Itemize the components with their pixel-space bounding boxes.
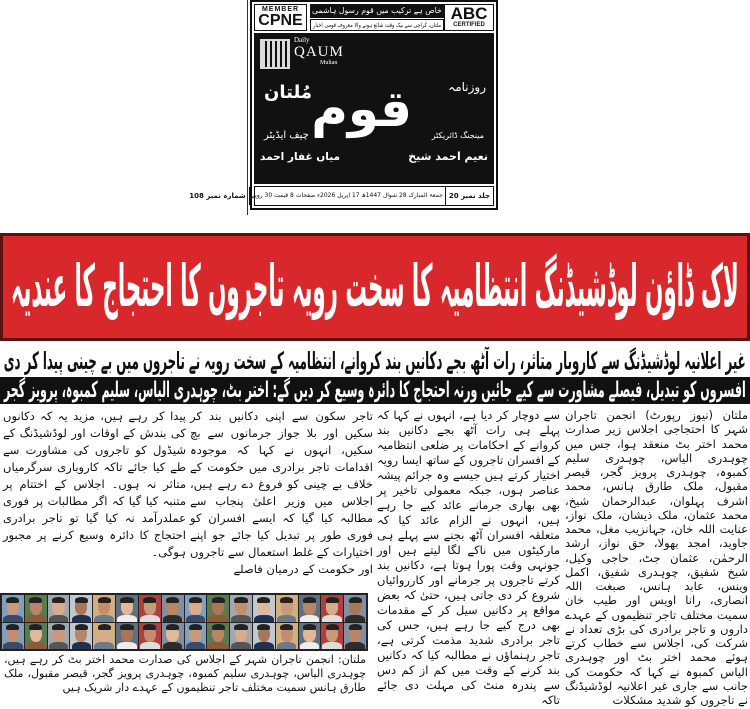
participant-shirt bbox=[186, 642, 206, 649]
abc-label: ABC bbox=[450, 4, 488, 23]
participant-photo bbox=[116, 623, 138, 650]
participant-hair bbox=[120, 624, 133, 630]
participant-photo bbox=[276, 623, 298, 650]
participant-photo bbox=[230, 623, 252, 650]
participant-hair bbox=[75, 597, 88, 603]
participant-photo bbox=[253, 623, 275, 650]
participant-hair bbox=[189, 597, 202, 603]
participant-photo bbox=[207, 623, 229, 650]
tagline-text: ملتان، کراچی سے بیک وقت شائع ہونے والا معروف قومی اخبار bbox=[313, 22, 441, 29]
masthead bbox=[189, 0, 498, 210]
participant-hair bbox=[98, 624, 111, 630]
participant-shirt bbox=[254, 615, 274, 622]
masthead-panel bbox=[254, 33, 494, 184]
participant-shirt bbox=[300, 615, 320, 622]
subheadline-1-text: غیر اعلانیہ لوڈشیڈنگ سے کاروبار متاثر، رات آٹھ بجے دکانیں بند کروانے، انتظامیہ کے سخت رویہ نے تاجروں میں بے چینی پیدا کر دی bbox=[4, 347, 746, 375]
article-column-1: ملتان (نیوز رپورٹ) انجمن تاجران شہر کا احتجاجی اجلاس زیر صدارت محمد اختر بٹ منعقد ہوا، جس میں چوہدری الیاس، چوہدری سلیم کمبوہ، چوہدری پرویز گجر، قیصر مقبول، ملک طارق ہانس، محمد اشرف پہلوان، عبدالرحمان شیخ، محمد عثمان، ملک ذیشان، ملک نواز، عنایت اللہ خان، جہانزیب مغل، محمد جاوید، امجد بھولا، حق نواز، ارشد الرحمٰن، عثمان جٹ، حاجی وکیل، شیخ شفیق، چوہدری شفیق، اکمل وینس، عابد ہانس، صبغت اللہ انصاری، رانا اویس اور طیب خان سمیت مختلف تاجر تنظیموں کے عہدے داروں و تاجر برادری کی بڑی تعداد نے شرکت کی، اجلاس سے خطاب کرتے ہوئے محمد اختر بٹ اور چوہدری الیاس کمبوہ نے کہا کہ حکومت کی جانب سے جاری غیر اعلانیہ لوڈشیڈنگ نے تاجروں کو شدید مشکلات bbox=[565, 408, 748, 707]
article-column-2: سے دوچار کر دیا ہے، انہوں نے کہا کہ پہلے ہی رات آٹھ بجے دکانیں بند کروانے کے احکامات پر ضلعی انتظامیہ کے افسران تاجروں کے ساتھ ایسا رویہ اختیار کرتے ہیں جیسے وہ جرائم پیشہ عناصر ہوں، جبکہ معمولی تاخیر پر بھی بھاری جرمانے عائد کیے جا رہے ہیں، انہوں نے الزام عائد کیا کہ متعلقہ افسران آٹھ بجنے سے پہلے ہی مارکیٹوں میں ناکے لگا لیتے ہیں اور جونہی وقت پورا ہوتا ہے، دکانیں بند کرتے تاجروں پر جرمانے اور کارروائیاں شروع کر دی جاتی ہیں، حتیٰ کہ بعض مواقع پر دکانیں سیل کر کے مقدمات بھی درج کیے جا رہے ہیں، جس کی تاجر برادری شدید مذمت کرتی ہے، تاجر رہنماؤں نے مطالبہ کیا کہ دکانیں بند کرنے کے وقت میں کم از کم دس سے پندرہ منٹ کی مہلت دی جائے تاکہ bbox=[377, 408, 560, 707]
multan-english-label: Multan bbox=[320, 60, 338, 66]
participant-hair bbox=[212, 624, 225, 630]
participant-photo bbox=[70, 595, 92, 622]
participant-shirt bbox=[277, 615, 297, 622]
daily-label: Daily bbox=[294, 36, 310, 44]
managing-director-name: نعیم احمد شیخ bbox=[408, 150, 488, 163]
participant-shirt bbox=[345, 615, 365, 622]
date-line-box bbox=[250, 187, 445, 205]
participant-photo bbox=[93, 595, 115, 622]
participant-hair bbox=[29, 624, 42, 630]
participant-photo bbox=[344, 623, 366, 650]
participants-photo-collage bbox=[0, 593, 368, 651]
participant-photo bbox=[185, 623, 207, 650]
motto-text: خاص ہے ترکیب میں قوم رسول ہاشمی bbox=[312, 6, 442, 15]
article-column-3: تاجر سکون سے اپنی دکانیں بند کر سکیں اور بلا جواز جرمانوں سے بچ سکیں، انہوں نے کہا کہ موجودہ اقدامات تاجر برادری میں حکومت کے خلاف بے چینی کو فروغ دے رہے ہیں، اجلاس میں وزیر اعلیٰ پنجاب سے مطالبہ کیا گیا کہ ایسے افسران کو فوری طور پر تبدیل کیا جائے جو اپنے اختیارات کے غلط استعمال سے تاجروں اور حکومت کے درمیان فاصلے bbox=[190, 409, 373, 576]
participant-shirt bbox=[208, 642, 228, 649]
issue-bar bbox=[189, 186, 494, 206]
participant-shirt bbox=[277, 642, 297, 649]
participant-photo bbox=[276, 595, 298, 622]
participant-hair bbox=[280, 597, 293, 603]
participant-photo bbox=[25, 595, 47, 622]
participant-photo bbox=[344, 595, 366, 622]
participant-shirt bbox=[140, 615, 160, 622]
participant-photo bbox=[2, 623, 24, 650]
participant-shirt bbox=[322, 615, 342, 622]
issue-number: شمارہ نمبر 108 bbox=[186, 187, 249, 205]
chief-editor-name: میاں غفار احمد bbox=[260, 151, 340, 163]
participant-hair bbox=[212, 597, 225, 603]
participant-photo bbox=[230, 595, 252, 622]
subheadline-2-text: افسروں کو تبدیل، فیصلے مشاورت سے کیے جائیں ورنہ احتجاج کا دائرہ وسیع کر دیں گے: اختر بٹ، چوہدری الیاس، سلیم کمبوہ، پرویز گجر bbox=[4, 378, 746, 403]
participant-shirt bbox=[345, 642, 365, 649]
participant-photo bbox=[162, 595, 184, 622]
participant-shirt bbox=[3, 615, 23, 622]
participant-hair bbox=[52, 597, 65, 603]
headline: لاک ڈاؤن لوڈشیڈنگ انتظامیہ کا سخت رویہ تاجروں کا احتجاج کا عندیہ bbox=[11, 252, 739, 320]
participant-shirt bbox=[163, 615, 183, 622]
participant-hair bbox=[234, 597, 247, 603]
participant-shirt bbox=[3, 642, 23, 649]
participant-photo bbox=[139, 623, 161, 650]
participant-shirt bbox=[72, 615, 92, 622]
chief-editor-label: چیف ایڈیٹر bbox=[264, 130, 309, 141]
participant-hair bbox=[75, 624, 88, 630]
participant-photo bbox=[321, 595, 343, 622]
date-line: جمعۃ المبارک 28 شوال 1447ھ 17 اپریل 2026ء صفحات 8 قیمت 30 روپے bbox=[251, 192, 443, 199]
participant-hair bbox=[257, 597, 270, 603]
participant-shirt bbox=[140, 642, 160, 649]
participant-photo bbox=[48, 595, 70, 622]
certified-label: CERTIFIED bbox=[453, 22, 485, 28]
participant-photo bbox=[299, 623, 321, 650]
city-label: مُلتان bbox=[264, 82, 312, 103]
participant-hair bbox=[303, 597, 316, 603]
participant-photo bbox=[93, 623, 115, 650]
participant-shirt bbox=[254, 642, 274, 649]
participant-hair bbox=[143, 624, 156, 630]
tagline bbox=[310, 19, 444, 31]
participant-photo bbox=[162, 623, 184, 650]
participant-hair bbox=[29, 597, 42, 603]
participant-hair bbox=[6, 624, 19, 630]
participant-photo bbox=[48, 623, 70, 650]
participant-photo bbox=[70, 623, 92, 650]
qaum-english-label: QAUM bbox=[294, 44, 344, 60]
member-label: MEMBER bbox=[261, 6, 300, 13]
participant-hair bbox=[326, 624, 339, 630]
participant-shirt bbox=[49, 615, 69, 622]
participant-shirt bbox=[163, 642, 183, 649]
participant-shirt bbox=[94, 615, 114, 622]
participant-hair bbox=[6, 597, 19, 603]
participant-hair bbox=[189, 624, 202, 630]
participant-shirt bbox=[322, 642, 342, 649]
participant-photo bbox=[2, 595, 24, 622]
article-column-4: پیدا کر رہے ہیں، مزید یہ کہ دکانوں کی بندش کے اوقات اور لوڈشیڈنگ کے شیڈول کو تاجروں کی مشاورت سے طے کیا جائے تاکہ کاروباری سرگرمیاں متاثر نہ ہوں۔ اجلاس کے اختتام پر متنبہ کیا گیا کہ اگر مطالبات پر فوری عملدرآمد نہ کیا گیا تو تاجر برادری احتجاج کا دائرہ وسیع کرنے پر مجبور ہوگی۔ bbox=[3, 409, 186, 559]
participant-shirt bbox=[231, 642, 251, 649]
roznama-label: روزنامہ bbox=[448, 80, 486, 94]
participant-photo bbox=[116, 595, 138, 622]
participant-hair bbox=[98, 597, 111, 603]
participant-shirt bbox=[26, 642, 46, 649]
participant-hair bbox=[257, 624, 270, 630]
subheadline-2 bbox=[0, 377, 750, 404]
participant-hair bbox=[166, 597, 179, 603]
participant-photo bbox=[139, 595, 161, 622]
managing-director-label: مینجنگ ڈائریکٹر bbox=[431, 131, 484, 140]
participant-hair bbox=[120, 597, 133, 603]
participant-photo bbox=[25, 623, 47, 650]
participant-hair bbox=[280, 624, 293, 630]
qr-code-icon bbox=[260, 39, 290, 69]
participant-shirt bbox=[26, 615, 46, 622]
participant-shirt bbox=[72, 642, 92, 649]
participant-shirt bbox=[208, 615, 228, 622]
column-rule bbox=[247, 0, 248, 215]
motto bbox=[310, 4, 444, 18]
headline-banner bbox=[0, 233, 750, 341]
participant-hair bbox=[349, 624, 362, 630]
participant-hair bbox=[234, 624, 247, 630]
participant-photo bbox=[185, 595, 207, 622]
participant-photo bbox=[253, 595, 275, 622]
photo-caption: ملتان: انجمن تاجران شہر کے اجلاس کی صدارت محمد اختر بٹ کر رہے ہیں، چوہدری الیاس، چوہدری سلیم کمبوہ، چوہدری پرویز گجر، قیصر مقبول، ملک طارق ہانس سمیت مختلف تاجر تنظیموں کے عہدے دار شریک ہیں bbox=[4, 653, 366, 694]
participant-shirt bbox=[94, 642, 114, 649]
participant-shirt bbox=[231, 615, 251, 622]
participant-shirt bbox=[49, 642, 69, 649]
abc-badge bbox=[444, 4, 494, 31]
participant-shirt bbox=[186, 615, 206, 622]
participant-hair bbox=[52, 624, 65, 630]
participant-shirt bbox=[300, 642, 320, 649]
participant-hair bbox=[349, 597, 362, 603]
participant-hair bbox=[166, 624, 179, 630]
participant-photo bbox=[207, 595, 229, 622]
participant-hair bbox=[326, 597, 339, 603]
participant-photo bbox=[321, 623, 343, 650]
participant-shirt bbox=[117, 615, 137, 622]
qaum-logo: قوم bbox=[311, 80, 412, 138]
volume-number: جلد نمبر 20 bbox=[445, 187, 493, 205]
participant-hair bbox=[143, 597, 156, 603]
subheadline-1 bbox=[0, 345, 750, 377]
cpne-label: CPNE bbox=[258, 12, 303, 29]
participant-photo bbox=[299, 595, 321, 622]
participant-hair bbox=[303, 624, 316, 630]
participant-shirt bbox=[117, 642, 137, 649]
